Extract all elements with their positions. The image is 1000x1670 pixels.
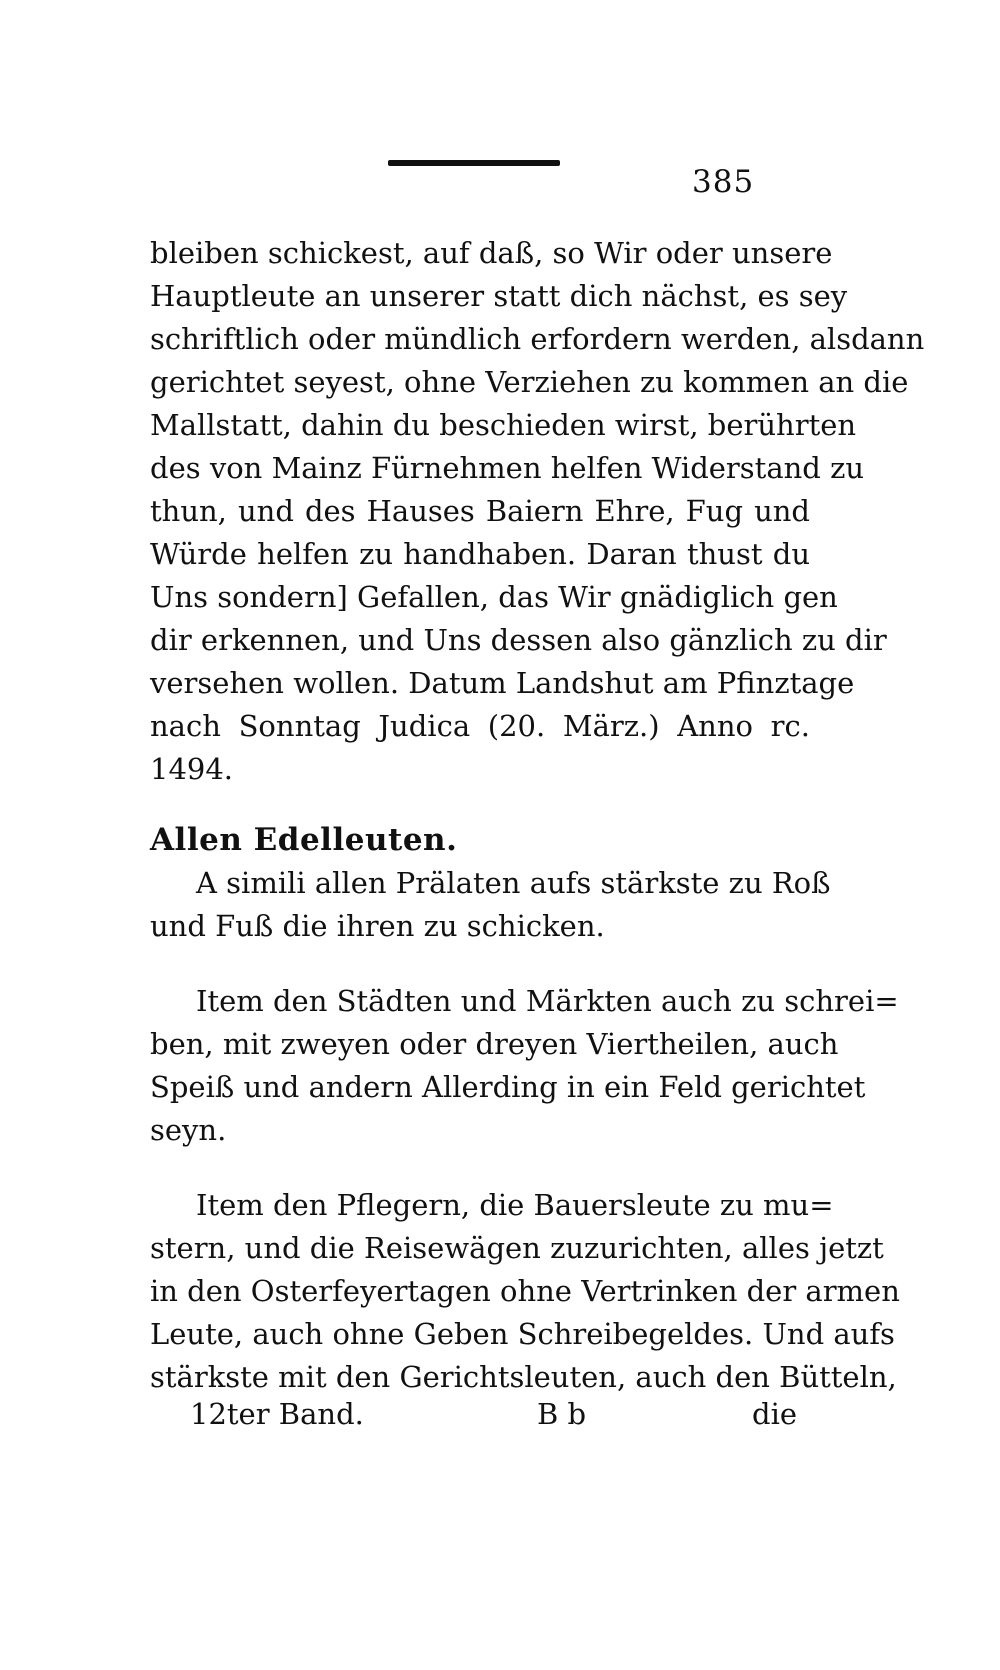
spacer xyxy=(150,1152,810,1184)
text-line: Item den Pflegern, die Bauersleute zu mu= xyxy=(196,1188,834,1222)
paragraph-caretakers xyxy=(150,1184,900,1399)
paragraph-towns xyxy=(150,980,899,1152)
text-line: Item den Städten und Märkten auch zu schrei= xyxy=(196,984,899,1018)
text-line: Mallstatt, dahin du beschieden wirst, berührten xyxy=(150,408,857,442)
text-line: ben, mit zweyen oder dreyen Viertheilen, auch xyxy=(150,1027,839,1061)
paragraph-letter xyxy=(150,232,925,791)
text-line: nach Sonntag Judica (20. März.) Anno rc. xyxy=(150,709,810,743)
header-rule xyxy=(388,160,560,166)
page-footer xyxy=(190,1392,798,1436)
text-line: Uns sondern] Gefallen, das Wir gnädiglich gen xyxy=(150,580,838,614)
text-line: und Fuß die ihren zu schicken. xyxy=(150,909,605,943)
text-line: stern, und die Reisewägen zuzurichten, alles jetzt xyxy=(150,1231,884,1265)
text-line: thun, und des Hauses Baiern Ehre, Fug und xyxy=(150,494,810,528)
text-line: Speiß und andern Allerding in ein Feld gerichtet xyxy=(150,1070,866,1104)
text-line: versehen wollen. Datum Landshut am Pfinztage xyxy=(150,666,855,700)
text-line: bleiben schickest, auf daß, so Wir oder unsere xyxy=(150,236,833,270)
volume-signature: 12ter Band. xyxy=(190,1397,364,1431)
text-line: A simili allen Prälaten aufs stärkste zu Roß xyxy=(196,866,831,900)
text-line: Leute, auch ohne Geben Schreibegeldes. Und aufs xyxy=(150,1317,895,1351)
sheet-signature: B b xyxy=(537,1397,587,1431)
text-line: 1494. xyxy=(150,752,234,786)
text-line: des von Mainz Fürnehmen helfen Widerstand zu xyxy=(150,451,865,485)
text-line: seyn. xyxy=(150,1113,227,1147)
text-line: Hauptleute an unserer statt dich nächst, es sey xyxy=(150,279,848,313)
text-line: stärkste mit den Gerichtsleuten, auch den Bütteln, xyxy=(150,1360,897,1394)
text-line: gerichtet seyest, ohne Verziehen zu kommen an die xyxy=(150,365,909,399)
section-heading: Allen Edelleuten. xyxy=(150,822,458,858)
spacer xyxy=(150,948,810,980)
text-line: dir erkennen, und Uns dessen also gänzlich zu dir xyxy=(150,623,887,657)
page-number: 385 xyxy=(692,164,755,200)
text-line: Würde helfen zu handhaben. Daran thust du xyxy=(150,537,810,571)
spacer xyxy=(150,791,810,819)
main-text xyxy=(150,232,925,1399)
text-line: schriftlich oder mündlich erfordern werden, alsdann xyxy=(150,322,925,356)
text-line: in den Osterfeyertagen ohne Vertrinken der armen xyxy=(150,1274,900,1308)
catchword: die xyxy=(752,1397,798,1431)
paragraph-prelates xyxy=(150,862,831,948)
